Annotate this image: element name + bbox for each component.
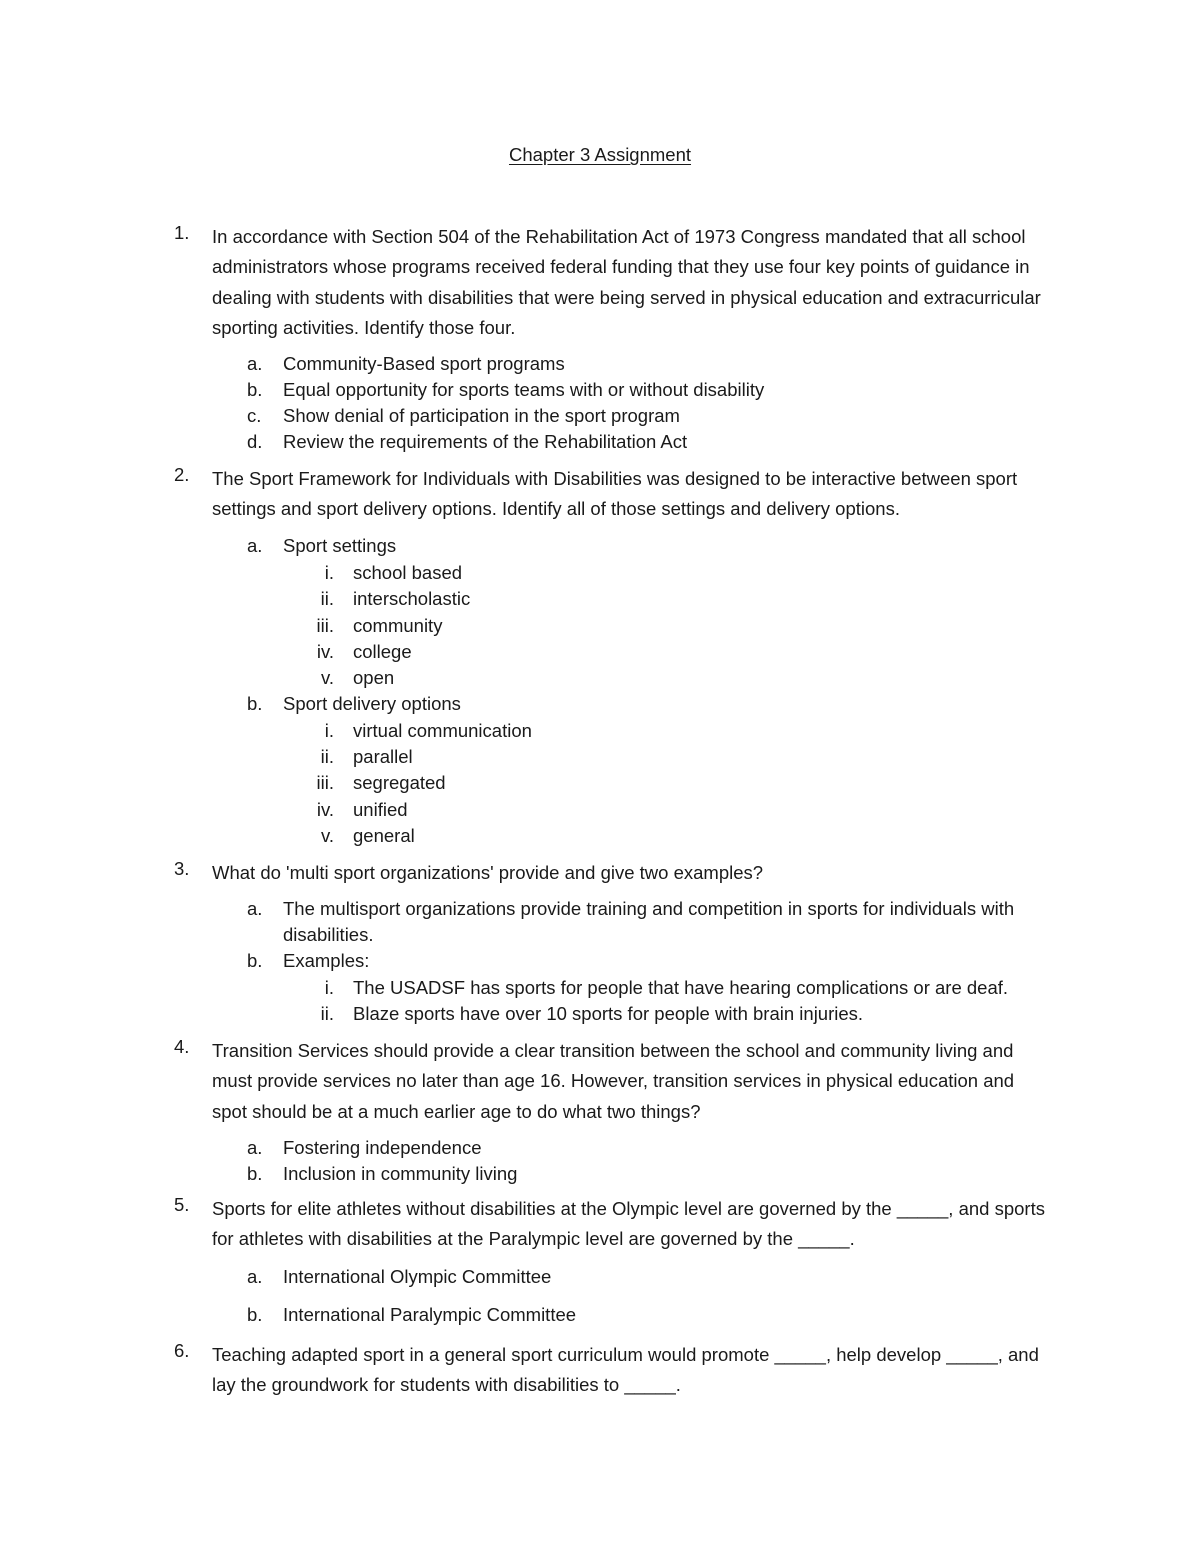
- option-label: b.: [247, 379, 263, 400]
- option-label: d.: [247, 431, 263, 452]
- option-text: Sport settings: [283, 535, 397, 556]
- question-3: [174, 858, 1054, 888]
- sub-item-label: i.: [324, 977, 334, 998]
- option-label: b.: [247, 1163, 263, 1184]
- sub-item-text: segregated: [353, 772, 446, 793]
- sub-item-text: virtual communication: [353, 720, 532, 741]
- answer-option: [247, 896, 1027, 948]
- question-1: [174, 222, 1054, 343]
- answer-option: [247, 948, 1047, 974]
- option-text: Review the requirements of the Rehabilitation Act: [283, 431, 688, 452]
- option-label: a.: [247, 898, 263, 919]
- sub-item-label: ii.: [320, 1003, 334, 1024]
- option-label: a.: [247, 1137, 263, 1158]
- sub-item-text: The USADSF has sports for people that have hearing complications or are deaf.: [353, 977, 1009, 998]
- option-text: The multisport organizations provide training and competition in sports for individuals with disabilities.: [283, 898, 1015, 945]
- sub-item-label: i.: [324, 562, 334, 583]
- option-text: Examples:: [283, 950, 370, 971]
- sub-item-label: iv.: [316, 641, 334, 662]
- sub-item-text: general: [353, 825, 415, 846]
- option-text: International Olympic Committee: [283, 1266, 552, 1287]
- question-number: 5.: [174, 1194, 190, 1215]
- sub-item-label: ii.: [320, 588, 334, 609]
- answer-option: [247, 1135, 1047, 1161]
- sub-item-label: iv.: [316, 799, 334, 820]
- sub-item-label: i.: [324, 720, 334, 741]
- question-text: Transition Services should provide a clear transition between the school and community living and must provide services no later than age 16. However, transition services in physical education and spot should be at a much earlier age to do what two things?: [212, 1040, 1015, 1122]
- option-text: Community-Based sport programs: [283, 353, 565, 374]
- sub-item-text: school based: [353, 562, 463, 583]
- answer-option: [247, 377, 1047, 403]
- option-label: c.: [247, 405, 262, 426]
- page-title: Chapter 3 Assignment: [508, 144, 692, 165]
- question-number: 6.: [174, 1340, 190, 1361]
- sub-item-text: open: [353, 667, 395, 688]
- option-label: a.: [247, 1266, 263, 1287]
- option-label: a.: [247, 535, 263, 556]
- answer-option: [247, 1264, 1047, 1290]
- sub-item-label: v.: [320, 667, 334, 688]
- question-4: [174, 1036, 1054, 1127]
- sub-item-label: v.: [320, 825, 334, 846]
- question-text: In accordance with Section 504 of the Rehabilitation Act of 1973 Congress mandated that all school administrators whose programs received federal funding that they use four key points of guidance in dealing with students with disabilities that were being served in physical education and extracurricular sporting activities. Identify those four.: [212, 226, 1041, 338]
- question-text: The Sport Framework for Individuals with Disabilities was designed to be interactive between sport settings and sport delivery options. Identify all of those settings and delivery options.: [212, 468, 1018, 520]
- option-label: b.: [247, 693, 263, 714]
- question-text: Teaching adapted sport in a general sport curriculum would promote _____, help develop _____, and lay the groundwork for students with disabilities to _____.: [212, 1344, 1039, 1396]
- question-6: [174, 1340, 1054, 1401]
- question-number: 2.: [174, 464, 190, 485]
- answer-option: [247, 691, 1047, 717]
- answer-option: [247, 1161, 1047, 1187]
- question-text: Sports for elite athletes without disabilities at the Olympic level are governed by the _____, and sports for athletes with disabilities at the Paralympic level are governed by the _____.: [212, 1198, 1045, 1250]
- option-text: International Paralympic Committee: [283, 1304, 577, 1325]
- question-5: [174, 1194, 1054, 1255]
- question-number: 4.: [174, 1036, 190, 1057]
- option-text: Equal opportunity for sports teams with or without disability: [283, 379, 765, 400]
- sub-item-text: unified: [353, 799, 408, 820]
- answer-option: [247, 351, 1047, 377]
- question-number: 1.: [174, 222, 190, 243]
- option-label: b.: [247, 1304, 263, 1325]
- question-2: [174, 464, 1054, 525]
- answer-option: [247, 533, 1047, 559]
- option-label: b.: [247, 950, 263, 971]
- sub-item-text: parallel: [353, 746, 413, 767]
- question-number: 3.: [174, 858, 190, 879]
- sub-item-text: interscholastic: [353, 588, 471, 609]
- option-text: Inclusion in community living: [283, 1163, 518, 1184]
- sub-item-label: iii.: [316, 615, 334, 636]
- sub-item-text: college: [353, 641, 412, 662]
- sub-item-text: community: [353, 615, 443, 636]
- option-text: Sport delivery options: [283, 693, 461, 714]
- answer-option: [247, 1302, 1047, 1328]
- sub-item-text: Blaze sports have over 10 sports for people with brain injuries.: [353, 1003, 864, 1024]
- answer-option: [247, 403, 1047, 429]
- sub-item-label: iii.: [316, 772, 334, 793]
- option-text: Fostering independence: [283, 1137, 482, 1158]
- option-text: Show denial of participation in the sport program: [283, 405, 680, 426]
- sub-item-label: ii.: [320, 746, 334, 767]
- answer-option: [247, 429, 1047, 455]
- question-text: What do 'multi sport organizations' provide and give two examples?: [212, 862, 764, 883]
- option-label: a.: [247, 353, 263, 374]
